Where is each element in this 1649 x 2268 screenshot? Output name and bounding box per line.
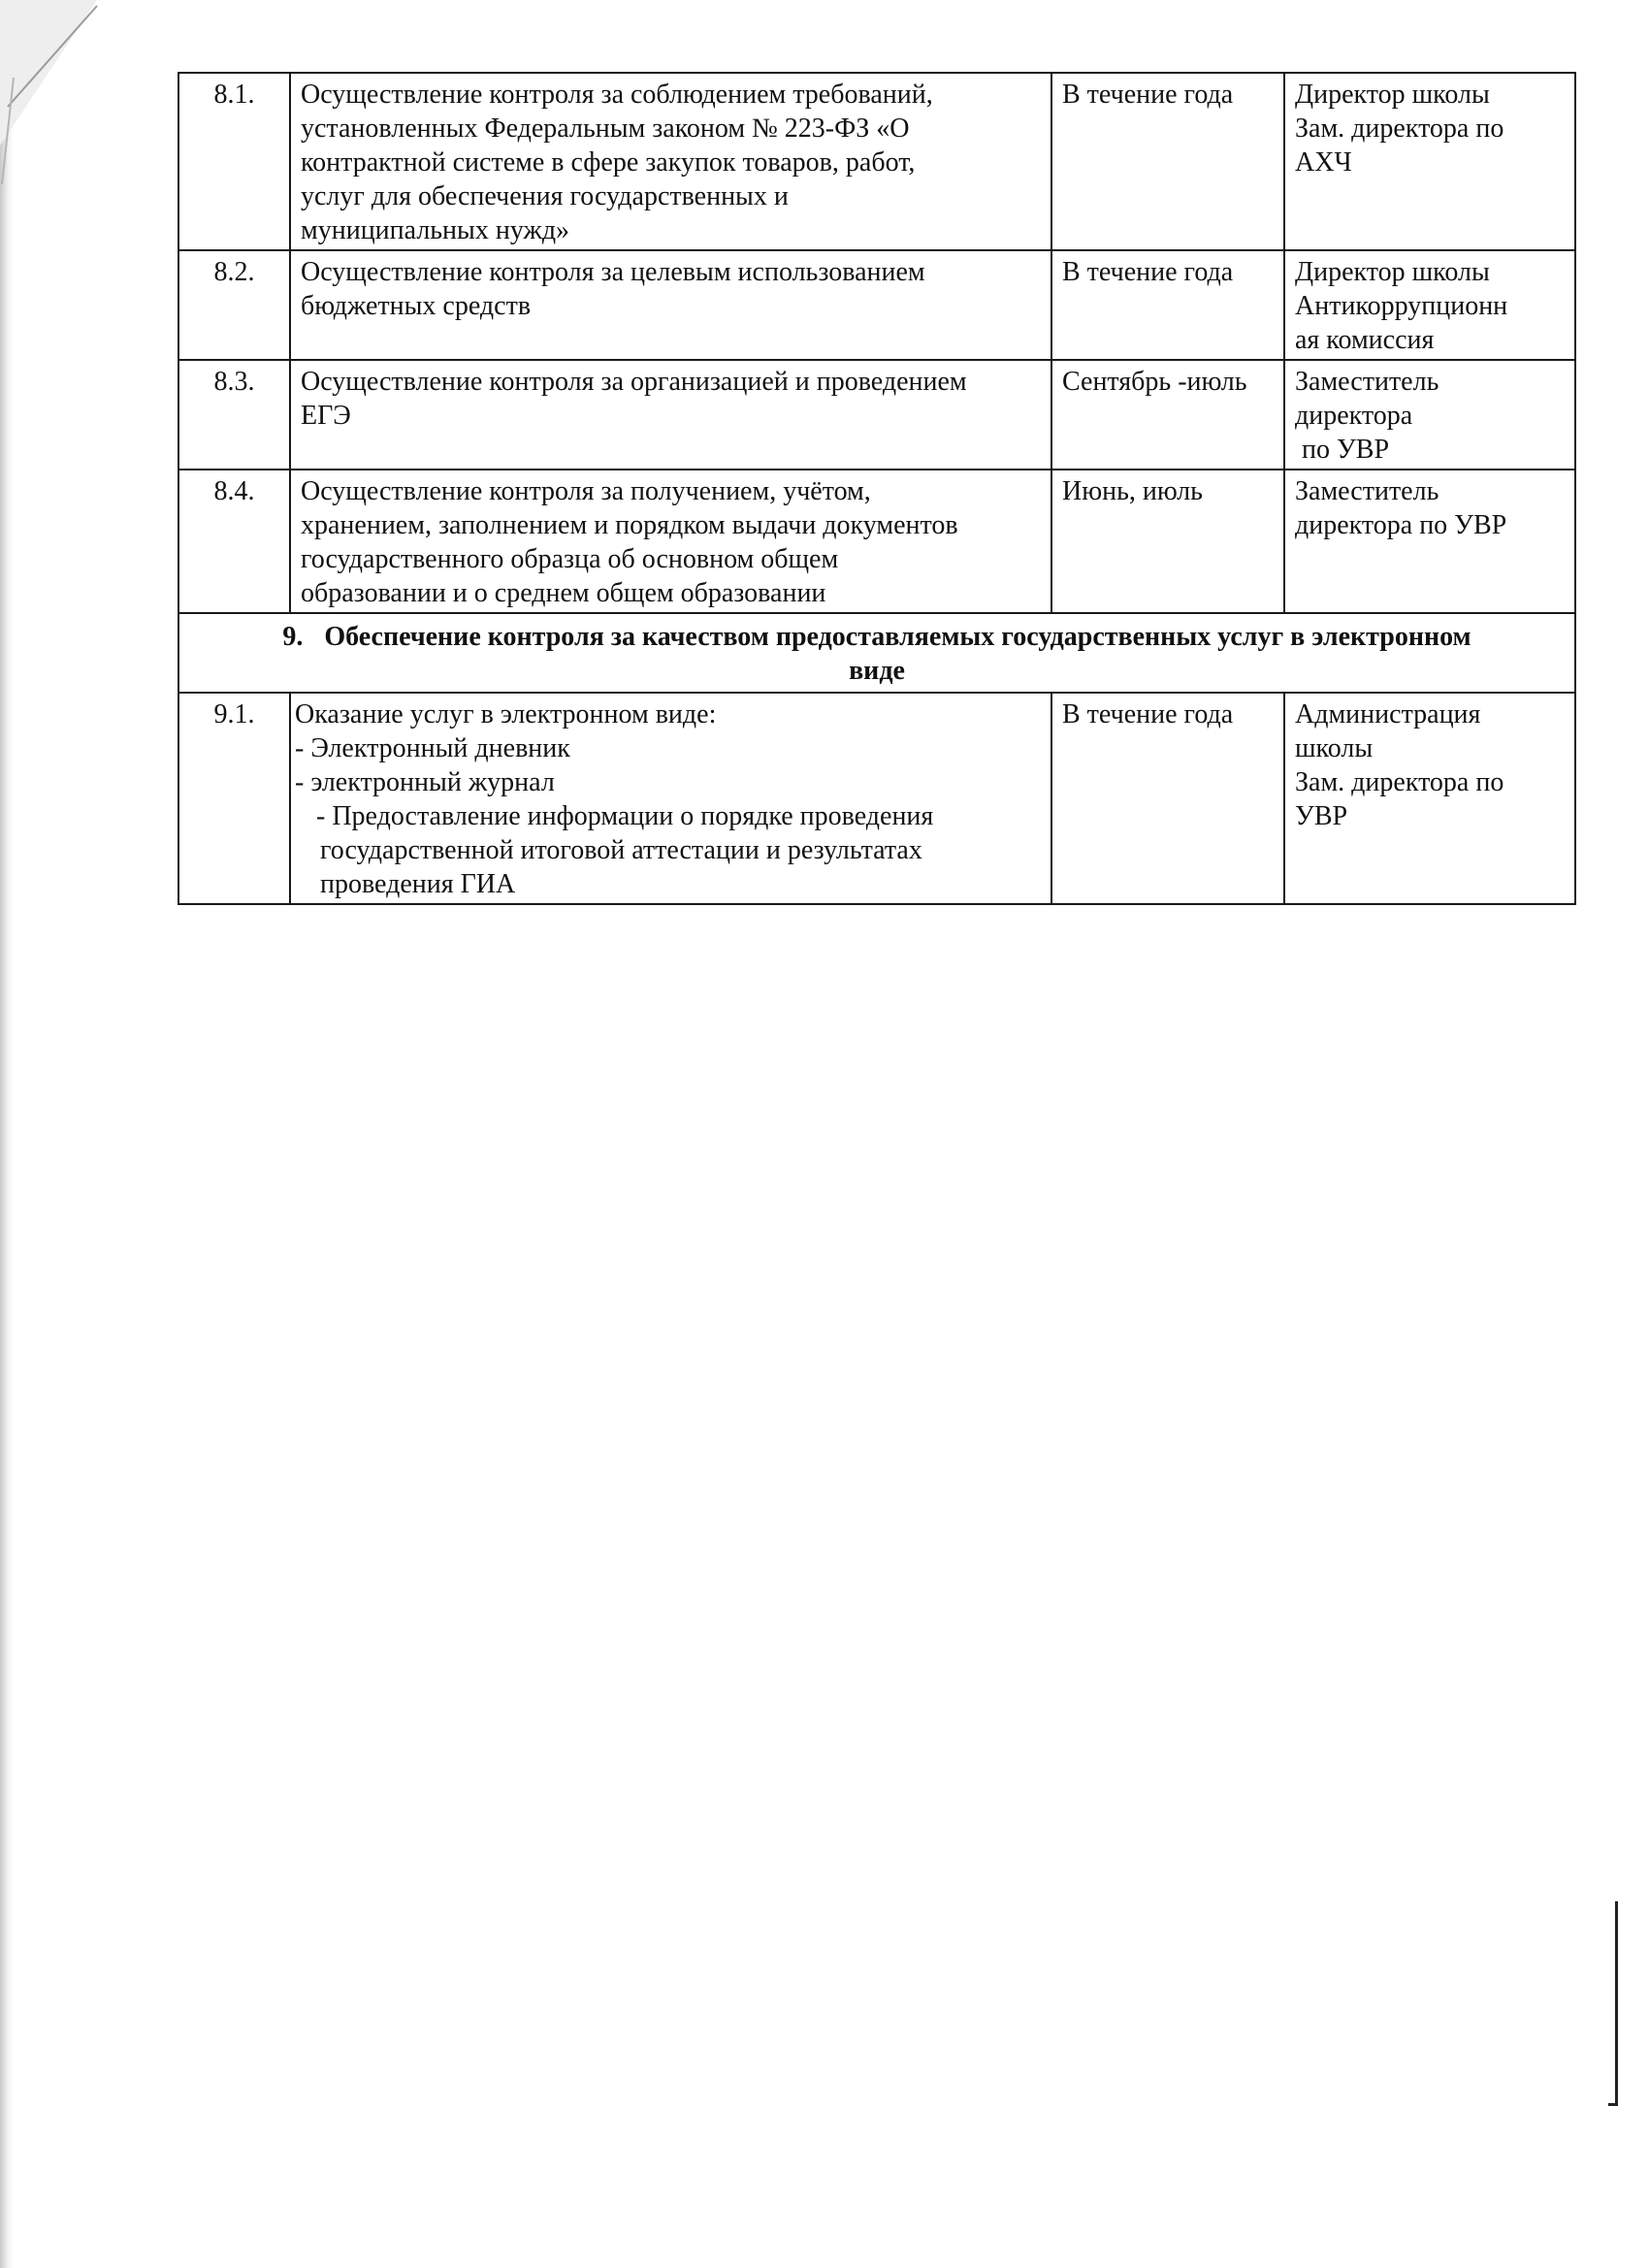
term-cell: В течение года xyxy=(1051,73,1284,250)
table-row xyxy=(178,360,1575,470)
section-heading xyxy=(178,613,1575,693)
activity-line: контрактной системе в сфере закупок товаров, работ, xyxy=(301,147,916,178)
activity-line: бюджетных средств xyxy=(301,291,532,321)
responsible-cell xyxy=(1284,73,1575,250)
activity-line: установленных Федеральным законом № 223-ФЗ «О xyxy=(301,113,910,144)
term-cell: Сентябрь -июль xyxy=(1051,360,1284,470)
table-row xyxy=(178,73,1575,250)
margin-mark xyxy=(1615,1901,1618,2105)
section-number: 9. xyxy=(282,622,304,652)
activity-line: Осуществление контроля за соблюдением требований, xyxy=(301,80,933,110)
responsible-line: Администрация xyxy=(1295,699,1481,729)
term-cell: В течение года xyxy=(1051,250,1284,360)
margin-mark-foot xyxy=(1608,2103,1618,2106)
responsible-line: директора xyxy=(1295,401,1413,431)
responsible-line: Директор школы xyxy=(1295,80,1490,110)
row-number: 8.1. xyxy=(178,73,290,250)
row-number: 8.2. xyxy=(178,250,290,360)
row-number: 8.3. xyxy=(178,360,290,470)
responsible-line: ая комиссия xyxy=(1295,325,1435,355)
activity-line: Оказание услуг в электронном виде: xyxy=(295,699,717,729)
responsible-line: Зам. директора по xyxy=(1295,113,1504,144)
activity-line: Осуществление контроля за организацией и проведением xyxy=(301,367,967,397)
activity-cell xyxy=(290,250,1051,360)
activity-line: проведения ГИА xyxy=(320,869,516,899)
row-number: 9.1. xyxy=(178,693,290,904)
activity-line: - электронный журнал xyxy=(295,767,555,797)
activity-cell xyxy=(290,470,1051,613)
scan-edge-shadow xyxy=(0,0,14,2268)
section-heading-row xyxy=(178,613,1575,693)
responsible-line: Антикоррупционн xyxy=(1295,291,1508,321)
activity-line: муниципальных нужд» xyxy=(301,215,570,245)
activity-line: образовании и о среднем общем образовании xyxy=(301,578,826,608)
activity-cell xyxy=(290,360,1051,470)
activity-line: Осуществление контроля за получением, учётом, xyxy=(301,476,871,506)
activity-line: - Предоставление информации о порядке проведения xyxy=(316,801,934,831)
responsible-line: Заместитель xyxy=(1295,476,1439,506)
activity-line: хранением, заполнением и порядком выдачи документов xyxy=(301,510,958,540)
responsible-line: директора по УВР xyxy=(1295,510,1507,540)
responsible-cell xyxy=(1284,470,1575,613)
term-cell: В течение года xyxy=(1051,693,1284,904)
responsible-line: УВР xyxy=(1295,801,1348,831)
responsible-cell xyxy=(1284,360,1575,470)
responsible-line: школы xyxy=(1295,733,1374,763)
responsible-cell xyxy=(1284,250,1575,360)
activity-cell xyxy=(290,73,1051,250)
responsible-line: Директор школы xyxy=(1295,257,1490,287)
row-number: 8.4. xyxy=(178,470,290,613)
activity-cell xyxy=(290,693,1051,904)
responsible-line: Зам. директора по xyxy=(1295,767,1504,797)
plan-table xyxy=(178,72,1576,905)
activity-line: государственного образца об основном общем xyxy=(301,544,839,574)
responsible-cell xyxy=(1284,693,1575,904)
page-corner-fold xyxy=(0,0,107,194)
table-row xyxy=(178,250,1575,360)
responsible-line: Заместитель xyxy=(1295,367,1439,397)
responsible-line: по УВР xyxy=(1295,435,1390,465)
activity-line: ЕГЭ xyxy=(301,401,351,431)
activity-line: Осуществление контроля за целевым использованием xyxy=(301,257,925,287)
responsible-line: АХЧ xyxy=(1295,147,1352,178)
section-title-continued: виде xyxy=(849,656,905,686)
activity-line: - Электронный дневник xyxy=(295,733,570,763)
term-cell: Июнь, июль xyxy=(1051,470,1284,613)
table-row xyxy=(178,470,1575,613)
table-row xyxy=(178,693,1575,904)
activity-line: услуг для обеспечения государственных и xyxy=(301,181,789,211)
section-title: Обеспечение контроля за качеством предоставляемых государственных услуг в электронном xyxy=(324,622,1471,652)
activity-line: государственной итоговой аттестации и результатах xyxy=(320,835,922,865)
